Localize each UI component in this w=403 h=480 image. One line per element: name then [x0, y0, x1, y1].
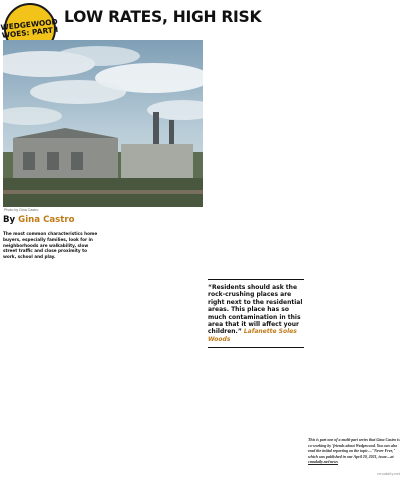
series-note [308, 437, 402, 465]
pull-quote-text: “Residents should ask the rock-crushing places are right next to the residential areas. This place has so much contamination in this area that it will affect your children.” [208, 284, 303, 336]
article-deck: The most common characteristics home buyers, especially families, look for in neighborhoods are walkability, slow street traffic and close proximity to work, school and play. [3, 231, 98, 260]
series-badge-text: WEDGEWOOD WOES: PART I [0, 16, 59, 40]
article-photo [3, 40, 203, 207]
sky-warehouse-illustration [3, 40, 203, 207]
photo-caption: Photo by Gina Castro [4, 208, 39, 212]
byline-author: Gina Castro [18, 215, 75, 225]
series-note-link[interactable]: cmudaily.net/news [308, 459, 338, 465]
footer-site-name: cmudaily.net [377, 472, 400, 476]
series-note-text: This is part one of a multi-part series that Gina Castro is co-working by 'friends about Wedgewood. You can also read the initial reporting on the topic—"Never Free," which was published in our April 20, 2021, issue—at [308, 437, 400, 459]
pull-quote [208, 279, 304, 348]
byline-prefix: By [3, 215, 19, 225]
byline [3, 214, 103, 226]
headline: LOW RATES, HIGH RISK [64, 8, 262, 26]
pull-quote-attribution: Lafanette Soles Woods [208, 328, 297, 343]
